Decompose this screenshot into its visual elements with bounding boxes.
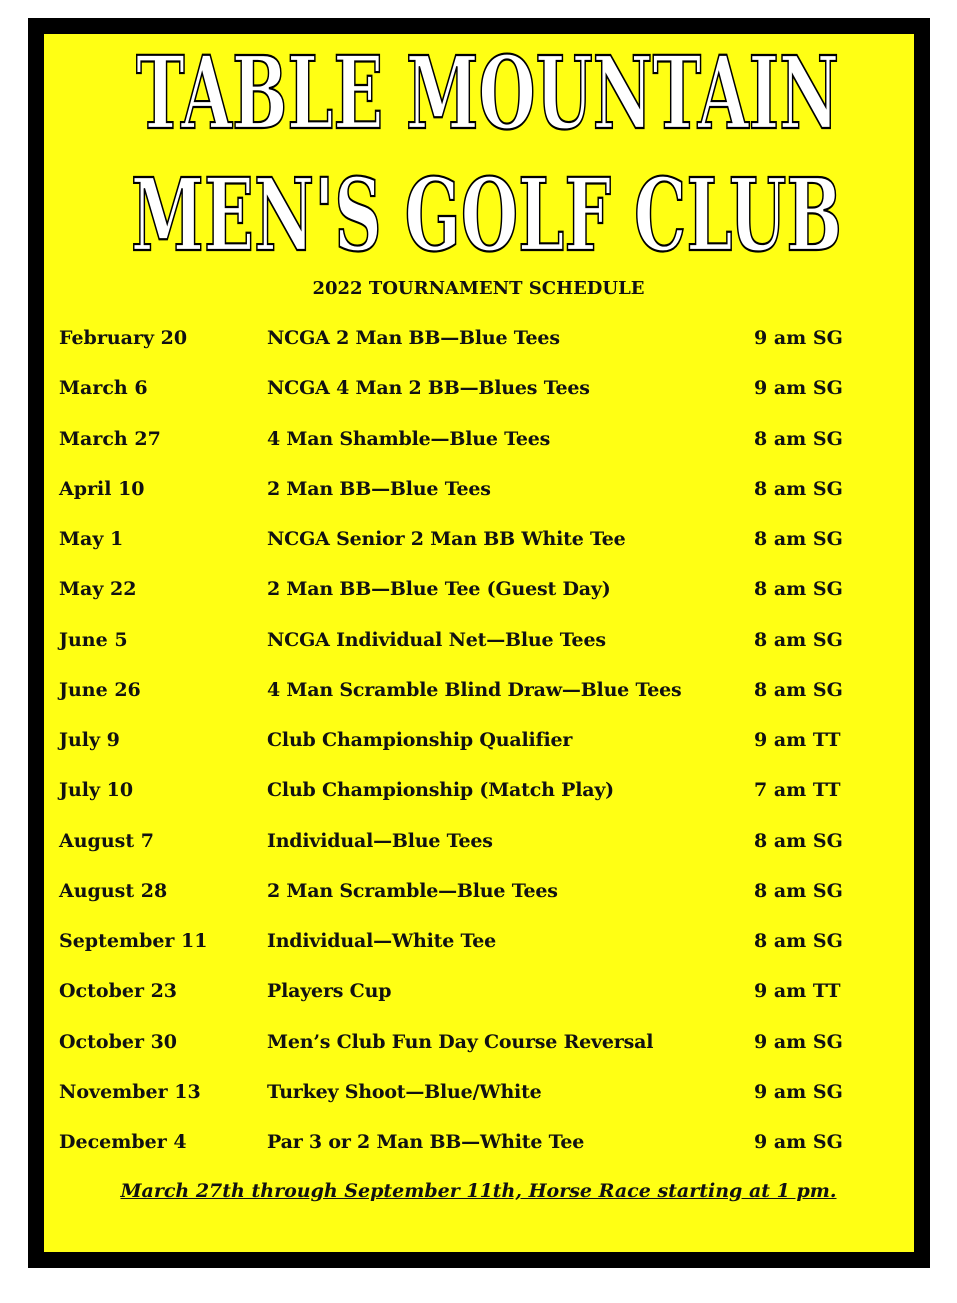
schedule-time: 9 am SG — [754, 377, 843, 400]
schedule-row — [0, 930, 957, 960]
schedule-date: May 22 — [59, 578, 137, 601]
schedule-time: 9 am SG — [754, 1030, 843, 1053]
schedule-time: 9 am SG — [754, 1131, 843, 1153]
schedule-date: November 13 — [59, 1080, 201, 1103]
schedule-time: 8 am SG — [754, 528, 843, 550]
schedule-event: Players Cup — [267, 980, 392, 1003]
schedule-event: Men’s Club Fun Day Course Reversal — [267, 1030, 654, 1053]
schedule-event: Turkey Shoot—Blue/White — [267, 1080, 542, 1103]
schedule-date: August 7 — [59, 829, 154, 852]
schedule-event: NCGA Individual Net—Blue Tees — [267, 628, 606, 651]
schedule-event: NCGA 2 Man BB—Blue Tees — [267, 327, 560, 349]
schedule-date: September 11 — [59, 930, 208, 952]
schedule-row — [0, 327, 957, 357]
schedule-date: October 30 — [59, 1030, 178, 1053]
schedule-time: 9 am SG — [754, 1080, 843, 1103]
title-line-1: TABLE MOUNTAIN — [136, 34, 839, 152]
schedule-time: 8 am SG — [754, 628, 843, 651]
schedule-time: 8 am SG — [754, 829, 843, 852]
schedule-time: 8 am SG — [754, 477, 843, 500]
schedule-row — [0, 528, 957, 558]
schedule-date: May 1 — [59, 528, 124, 550]
schedule-date: October 23 — [59, 980, 178, 1003]
title-line-2: MEN'S GOLF CLUB — [131, 156, 842, 270]
schedule-date: July 9 — [59, 729, 120, 751]
schedule-row — [0, 880, 957, 910]
schedule-event: 4 Man Shamble—Blue Tees — [267, 427, 551, 450]
schedule-date: February 20 — [59, 327, 188, 349]
schedule-date: June 26 — [59, 678, 141, 701]
schedule-time: 8 am SG — [754, 578, 843, 601]
schedule-date: June 5 — [59, 628, 128, 651]
schedule-event: Par 3 or 2 Man BB—White Tee — [267, 1131, 585, 1153]
footer-note: March 27th through September 11th, Horse Race starting at 1 pm. — [120, 1180, 837, 1202]
schedule-row — [0, 578, 957, 608]
schedule-row — [0, 1081, 957, 1111]
schedule-date: March 6 — [59, 377, 148, 400]
schedule-time: 8 am SG — [754, 879, 843, 902]
schedule-event: NCGA Senior 2 Man BB White Tee — [267, 528, 626, 550]
schedule-time: 9 am SG — [754, 327, 843, 349]
schedule-event: Individual—Blue Tees — [267, 829, 493, 852]
schedule-date: August 28 — [59, 879, 168, 902]
schedule-row — [0, 729, 957, 759]
schedule-event: 4 Man Scramble Blind Draw—Blue Tees — [267, 678, 682, 701]
schedule-row — [0, 679, 957, 709]
schedule-row — [0, 830, 957, 860]
schedule-row — [0, 1131, 957, 1161]
poster-title — [0, 0, 957, 270]
schedule-event: Club Championship (Match Play) — [267, 779, 614, 802]
schedule-event: NCGA 4 Man 2 BB—Blues Tees — [267, 377, 590, 400]
schedule-row — [0, 428, 957, 458]
schedule-date: July 10 — [59, 779, 134, 802]
schedule-time: 8 am SG — [754, 930, 843, 952]
schedule-row — [0, 478, 957, 508]
schedule-event: 2 Man BB—Blue Tees — [267, 477, 491, 500]
schedule-time: 9 am TT — [754, 729, 841, 751]
schedule-date: April 10 — [59, 477, 145, 500]
schedule-date: March 27 — [59, 427, 161, 450]
schedule-event: Individual—White Tee — [267, 930, 497, 952]
schedule-row — [0, 980, 957, 1010]
schedule-time: 8 am SG — [754, 427, 843, 450]
schedule-time: 7 am TT — [754, 779, 841, 802]
schedule-date: December 4 — [59, 1131, 187, 1153]
schedule-heading: 2022 TOURNAMENT SCHEDULE — [312, 278, 645, 299]
schedule-row — [0, 377, 957, 407]
schedule-row — [0, 1031, 957, 1061]
schedule-time: 9 am TT — [754, 980, 841, 1003]
schedule-event: Club Championship Qualifier — [267, 729, 573, 751]
schedule-event: 2 Man Scramble—Blue Tees — [267, 879, 558, 902]
schedule-time: 8 am SG — [754, 678, 843, 701]
schedule-row — [0, 779, 957, 809]
schedule-event: 2 Man BB—Blue Tee (Guest Day) — [267, 578, 611, 601]
schedule-row — [0, 629, 957, 659]
